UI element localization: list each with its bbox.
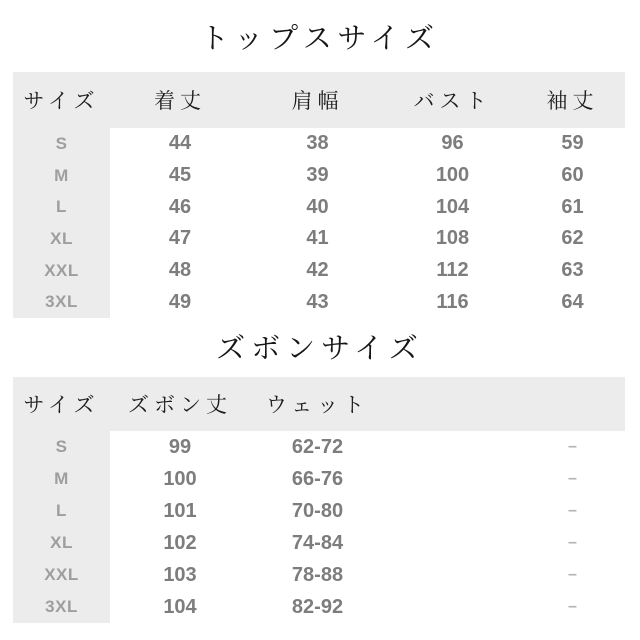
size-label: L <box>13 191 110 223</box>
body-length-value: 45 <box>168 164 192 187</box>
pants-header-size: サイズ <box>23 393 100 418</box>
waist-value: 74-84 <box>291 531 344 554</box>
tops-header-sleeve-length: 袖丈 <box>546 89 599 113</box>
table-row <box>13 527 625 559</box>
table-row <box>13 255 625 287</box>
bust-value: 96 <box>441 132 464 155</box>
bust-value: 108 <box>435 227 470 250</box>
body-length-value: 46 <box>168 195 192 218</box>
size-label: M <box>13 463 110 495</box>
bust-value: 112 <box>436 259 469 282</box>
tops-table-body <box>13 128 625 318</box>
bust-value: 116 <box>436 290 469 313</box>
size-label: XXL <box>13 255 110 287</box>
table-row <box>13 160 625 192</box>
waist-value: 78-88 <box>291 563 344 586</box>
size-label: S <box>13 431 110 463</box>
waist-value: 82-92 <box>291 595 344 618</box>
pants-length-value: 102 <box>163 531 197 554</box>
pants-length-value: 100 <box>163 467 197 490</box>
sleeve-length-value: 61 <box>561 195 584 218</box>
table-row <box>13 463 625 495</box>
sleeve-length-value: 59 <box>561 132 584 155</box>
tops-header-body-length: 着丈 <box>154 89 206 113</box>
dash-placeholder: – <box>568 534 577 552</box>
tops-header-bust: バスト <box>413 89 492 113</box>
pants-table-header-row <box>13 377 625 431</box>
shoulder-width-value: 38 <box>306 132 329 155</box>
pants-length-value: 104 <box>163 595 197 618</box>
table-row <box>13 223 625 255</box>
size-label: 3XL <box>13 591 110 623</box>
pants-header-waist: ウェット <box>265 393 370 418</box>
dash-placeholder: – <box>568 502 577 520</box>
shoulder-width-value: 41 <box>306 227 329 250</box>
dash-placeholder: – <box>568 470 577 488</box>
pants-length-value: 99 <box>168 435 192 458</box>
shoulder-width-value: 40 <box>306 195 329 218</box>
tops-chart-title: トップスサイズ <box>199 21 441 55</box>
sleeve-length-value: 64 <box>561 290 584 313</box>
tops-table-header-row <box>13 72 625 128</box>
pants-chart-title: ズボンサイズ <box>216 331 424 366</box>
body-length-value: 49 <box>168 290 192 313</box>
waist-value: 70-80 <box>291 499 344 522</box>
size-label: M <box>13 160 110 192</box>
size-label: XL <box>13 223 110 255</box>
table-row <box>13 559 625 591</box>
tops-size-table <box>13 72 625 318</box>
body-length-value: 47 <box>168 227 192 250</box>
table-row <box>13 495 625 527</box>
table-row <box>13 286 625 318</box>
table-row <box>13 591 625 623</box>
pants-size-table <box>13 377 625 623</box>
sleeve-length-value: 63 <box>561 259 584 282</box>
pants-table-body <box>13 431 625 623</box>
tops-header-shoulder-width: 肩幅 <box>291 89 344 113</box>
waist-value: 66-76 <box>291 467 344 490</box>
size-label: XXL <box>13 559 110 591</box>
shoulder-width-value: 39 <box>306 164 329 187</box>
pants-header-length: ズボン丈 <box>128 393 232 418</box>
size-label: S <box>13 128 110 160</box>
sleeve-length-value: 60 <box>561 164 584 187</box>
body-length-value: 44 <box>168 132 192 155</box>
dash-placeholder: – <box>568 566 577 584</box>
shoulder-width-value: 43 <box>306 290 329 313</box>
shoulder-width-value: 42 <box>306 259 329 282</box>
bust-value: 104 <box>435 195 470 218</box>
dash-placeholder: – <box>568 598 577 616</box>
table-row <box>13 128 625 160</box>
size-label: XL <box>13 527 110 559</box>
table-row <box>13 191 625 223</box>
pants-length-value: 103 <box>163 563 197 586</box>
size-label: L <box>13 495 110 527</box>
waist-value: 62-72 <box>291 435 344 458</box>
table-row <box>13 431 625 463</box>
bust-value: 100 <box>435 164 470 187</box>
size-label: 3XL <box>13 286 110 318</box>
tops-header-size: サイズ <box>23 89 100 113</box>
sleeve-length-value: 62 <box>561 227 584 250</box>
body-length-value: 48 <box>168 259 192 282</box>
dash-placeholder: – <box>568 438 577 456</box>
pants-length-value: 101 <box>163 499 197 522</box>
